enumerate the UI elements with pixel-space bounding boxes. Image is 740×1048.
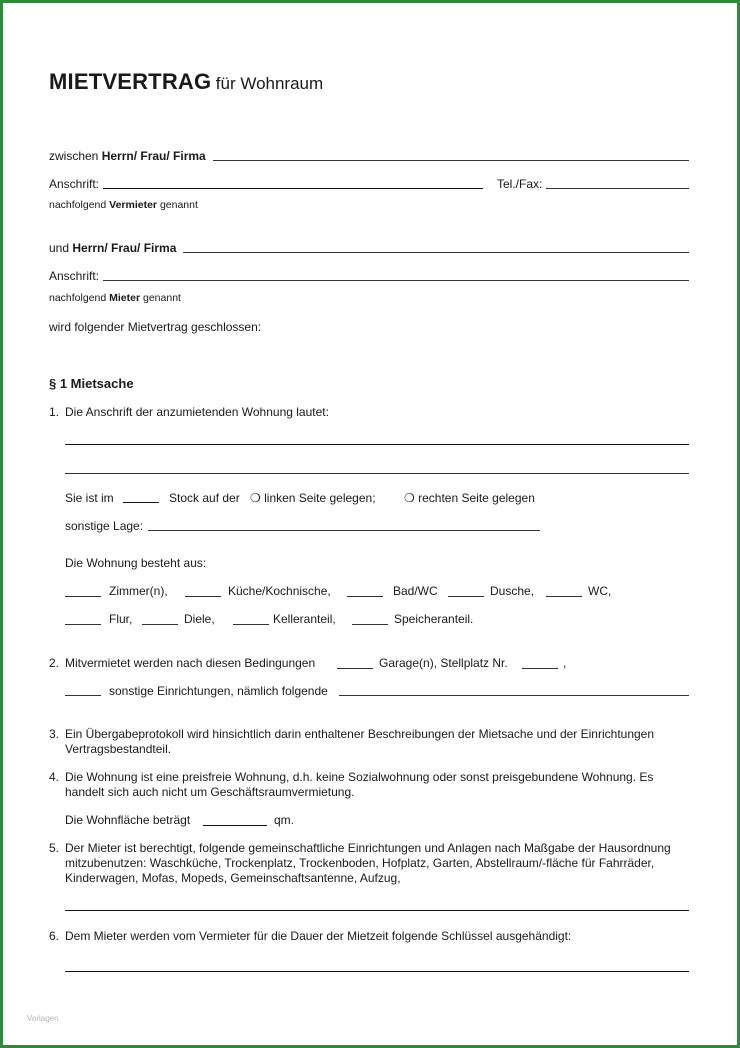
living-area-unit: qm. bbox=[274, 813, 295, 827]
item-4-line-2: handelt sich auch nicht um Geschäftsraumvermietung. bbox=[65, 785, 355, 799]
apartment-consists-of-label: Die Wohnung besteht aus: bbox=[65, 556, 207, 570]
hall-label: Flur, bbox=[109, 612, 133, 626]
item-3-number: 3. bbox=[49, 727, 60, 741]
landlord-designation: nachfolgend Vermieter genannt bbox=[49, 199, 198, 211]
document-title bbox=[49, 69, 323, 95]
rooms-label: Zimmer(n), bbox=[109, 584, 168, 598]
item-5-line-3: Kinderwagen, Mofas, Mopeds, Gemeinschaftsantenne, Aufzug, bbox=[65, 871, 401, 885]
section-1-heading: § 1 Mietsache bbox=[49, 376, 134, 391]
item-2-text: Mitvermietet werden nach diesen Bedingungen bbox=[65, 656, 316, 670]
cellar-count-field[interactable] bbox=[233, 624, 269, 625]
other-location-label: sonstige Lage: bbox=[65, 519, 144, 533]
garage-label: Garage(n), Stellplatz Nr. bbox=[379, 656, 508, 670]
garage-count-field[interactable] bbox=[337, 668, 373, 669]
item-5-number: 5. bbox=[49, 841, 60, 855]
radio-circle-icon: ❍ bbox=[404, 491, 415, 505]
bath-label: Bad/WC bbox=[393, 584, 438, 598]
landlord-telfax-label: Tel./Fax: bbox=[497, 177, 543, 191]
left-side-label: linken Seite gelegen; bbox=[264, 491, 376, 505]
item-1-text: Die Anschrift der anzumietenden Wohnung lautet: bbox=[65, 405, 329, 419]
wc-count-field[interactable] bbox=[546, 596, 582, 597]
diele-count-field[interactable] bbox=[142, 624, 178, 625]
parking-number-field[interactable] bbox=[522, 668, 558, 669]
other-facilities-field[interactable] bbox=[339, 695, 689, 696]
bath-count-field[interactable] bbox=[347, 596, 383, 597]
wc-label: WC, bbox=[588, 584, 612, 598]
shower-label: Dusche, bbox=[490, 584, 535, 598]
title-sub: für Wohnraum bbox=[215, 74, 324, 93]
kitchen-label: Küche/Kochnische, bbox=[228, 584, 331, 598]
tenant-name-label: und Herrn/ Frau/ Firma bbox=[49, 241, 177, 255]
item-4-number: 4. bbox=[49, 770, 60, 784]
contract-concluded-text: wird folgender Mietvertrag geschlossen: bbox=[49, 320, 262, 334]
item-5-line-2: mitzubenutzen: Waschküche, Trockenplatz, Trockenboden, Hofplatz, Garten, Abstellraum/-fläche für Fahrräder, bbox=[65, 856, 655, 870]
left-side-radio[interactable] bbox=[250, 491, 376, 505]
other-facilities-count-field[interactable] bbox=[65, 695, 101, 696]
other-location-field[interactable] bbox=[148, 530, 540, 531]
shared-facilities-field[interactable] bbox=[65, 910, 689, 911]
stock-label: Stock auf der bbox=[169, 491, 240, 505]
landlord-telfax-field[interactable] bbox=[546, 188, 689, 189]
apartment-address-field-1[interactable] bbox=[65, 444, 689, 445]
attic-label: Speicheranteil. bbox=[394, 612, 474, 626]
landlord-address-label: Anschrift: bbox=[49, 177, 100, 191]
item-6-text: Dem Mieter werden vom Vermieter für die Dauer der Mietzeit folgende Schlüssel ausgehändigt: bbox=[65, 929, 572, 943]
radio-circle-icon: ❍ bbox=[250, 491, 261, 505]
living-area-field[interactable] bbox=[203, 825, 267, 826]
item-3-line-1: Ein Übergabeprotokoll wird hinsichtlich darin enthaltener Beschreibungen der Mietsache und der Einrichtungen bbox=[65, 727, 655, 741]
item-5-line-1: Der Mieter ist berechtigt, folgende gemeinschaftliche Einrichtungen und Anlagen nach Maßgabe der Hausordnung bbox=[65, 841, 671, 855]
shower-count-field[interactable] bbox=[448, 596, 484, 597]
attic-count-field[interactable] bbox=[352, 624, 388, 625]
other-facilities-label: sonstige Einrichtungen, nämlich folgende bbox=[109, 684, 328, 698]
right-side-label: rechten Seite gelegen bbox=[418, 491, 535, 505]
item-2-number: 2. bbox=[49, 656, 60, 670]
tenant-name-field[interactable] bbox=[183, 252, 689, 253]
apartment-address-field-2[interactable] bbox=[65, 473, 689, 474]
landlord-name-field[interactable] bbox=[213, 160, 689, 161]
tenant-designation: nachfolgend Mieter genannt bbox=[49, 292, 181, 304]
item-3-line-2: Vertragsbestandteil. bbox=[65, 742, 172, 756]
item-6-number: 6. bbox=[49, 929, 60, 943]
living-area-label: Die Wohnfläche beträgt bbox=[65, 813, 191, 827]
item-1-number: 1. bbox=[49, 405, 60, 419]
kitchen-count-field[interactable] bbox=[185, 596, 221, 597]
landlord-address-field[interactable] bbox=[103, 188, 483, 189]
keys-field[interactable] bbox=[65, 971, 689, 972]
floor-field[interactable] bbox=[123, 502, 159, 503]
watermark: Vorlagen bbox=[27, 1014, 59, 1023]
right-side-radio[interactable] bbox=[404, 491, 535, 505]
title-main: MIETVERTRAG bbox=[49, 69, 212, 94]
tenant-address-field[interactable] bbox=[103, 280, 689, 281]
diele-label: Diele, bbox=[184, 612, 215, 626]
tenant-address-label: Anschrift: bbox=[49, 269, 100, 283]
garage-comma: , bbox=[563, 656, 567, 670]
landlord-name-label: zwischen Herrn/ Frau/ Firma bbox=[49, 149, 206, 163]
cellar-label: Kelleranteil, bbox=[273, 612, 336, 626]
item-4-line-1: Die Wohnung ist eine preisfreie Wohnung, d.h. keine Sozialwohnung oder sonst preisgebundene Wohnung. Es bbox=[65, 770, 654, 784]
floor-label: Sie ist im bbox=[65, 491, 114, 505]
hall-count-field[interactable] bbox=[65, 624, 101, 625]
rooms-count-field[interactable] bbox=[65, 596, 101, 597]
